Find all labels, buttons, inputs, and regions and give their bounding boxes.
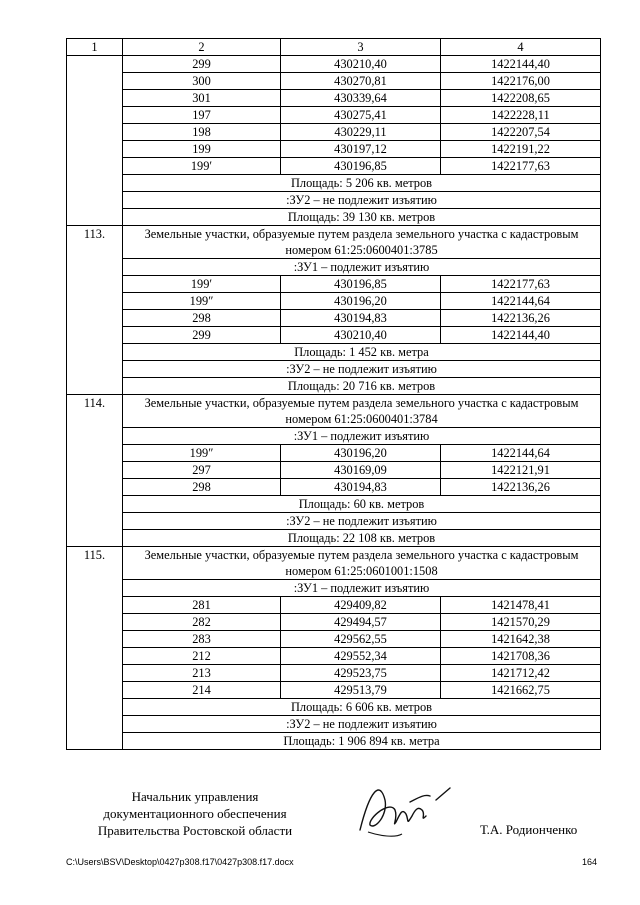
section-number	[67, 56, 123, 226]
point-number: 297	[123, 462, 281, 479]
table-row	[67, 733, 601, 750]
point-number: 281	[123, 597, 281, 614]
section-header-row	[67, 226, 601, 259]
coordinate-y: 1422121,91	[441, 462, 601, 479]
table-row	[67, 327, 601, 344]
section-header-row	[67, 547, 601, 580]
area-row: Площадь: 39 130 кв. метров	[123, 209, 601, 226]
coordinate-x: 430196,85	[281, 158, 441, 175]
table-row	[67, 631, 601, 648]
section-description: Земельные участки, образуемые путем раздела земельного участка с кадастровым номером 61:25:0600401:3785	[123, 226, 601, 259]
zu1-row: :ЗУ1 – подлежит изъятию	[123, 580, 601, 597]
file-path: C:\Users\BSV\Desktop\0427p308.f17\0427p308.f17.docx	[66, 857, 294, 867]
zu2-row: :ЗУ2 – не подлежит изъятию	[123, 513, 601, 530]
section-description: Земельные участки, образуемые путем раздела земельного участка с кадастровым номером 61:25:0601001:1508	[123, 547, 601, 580]
point-number: 199	[123, 141, 281, 158]
coordinate-y: 1422177,63	[441, 158, 601, 175]
coordinate-x: 430194,83	[281, 479, 441, 496]
table-row	[67, 665, 601, 682]
point-number: 199′	[123, 276, 281, 293]
header-col-2: 2	[123, 39, 281, 56]
coordinate-y: 1422176,00	[441, 73, 601, 90]
coordinate-y: 1421712,42	[441, 665, 601, 682]
coordinate-y: 1422177,63	[441, 276, 601, 293]
table-row	[67, 361, 601, 378]
coordinate-y: 1422228,11	[441, 107, 601, 124]
zu2-row: :ЗУ2 – не подлежит изъятию	[123, 716, 601, 733]
coordinate-x: 429523,75	[281, 665, 441, 682]
coordinate-x: 430210,40	[281, 327, 441, 344]
table-row	[67, 56, 601, 73]
point-number: 299	[123, 327, 281, 344]
table-row	[67, 513, 601, 530]
table-row	[67, 580, 601, 597]
table-row	[67, 90, 601, 107]
table-row	[67, 141, 601, 158]
point-number: 198	[123, 124, 281, 141]
coordinate-y: 1422136,26	[441, 479, 601, 496]
coordinate-x: 430275,41	[281, 107, 441, 124]
table-row	[67, 682, 601, 699]
area-row: Площадь: 5 206 кв. метров	[123, 175, 601, 192]
zu2-row: :ЗУ2 – не подлежит изъятию	[123, 192, 601, 209]
handwritten-signature	[340, 770, 460, 850]
coordinate-x: 430197,12	[281, 141, 441, 158]
coordinate-y: 1422136,26	[441, 310, 601, 327]
area-row: Площадь: 6 606 кв. метров	[123, 699, 601, 716]
table-row	[67, 462, 601, 479]
section-number: 114.	[67, 395, 123, 547]
table-row	[67, 445, 601, 462]
coordinate-y: 1422144,40	[441, 56, 601, 73]
coordinate-y: 1422191,22	[441, 141, 601, 158]
area-row: Площадь: 22 108 кв. метров	[123, 530, 601, 547]
table-row	[67, 124, 601, 141]
table-row	[67, 428, 601, 445]
coordinate-y: 1422144,40	[441, 327, 601, 344]
signature-title-line: Начальник управления	[131, 789, 259, 804]
section-description: Земельные участки, образуемые путем раздела земельного участка с кадастровым номером 61:25:0600401:3784	[123, 395, 601, 428]
coordinate-y: 1421478,41	[441, 597, 601, 614]
table-row	[67, 175, 601, 192]
point-number: 199″	[123, 293, 281, 310]
coordinate-x: 429552,34	[281, 648, 441, 665]
table-row	[67, 378, 601, 395]
table-row	[67, 209, 601, 226]
coordinates-table	[66, 38, 601, 750]
point-number: 213	[123, 665, 281, 682]
signature-title-line: Правительства Ростовской области	[97, 823, 293, 838]
coordinate-y: 1422208,65	[441, 90, 601, 107]
point-number: 300	[123, 73, 281, 90]
coordinate-x: 430169,09	[281, 462, 441, 479]
section-header-row	[67, 395, 601, 428]
area-row: Площадь: 60 кв. метров	[123, 496, 601, 513]
coordinate-x: 430210,40	[281, 56, 441, 73]
table-row	[67, 699, 601, 716]
table-row	[67, 597, 601, 614]
coordinate-x: 430229,11	[281, 124, 441, 141]
coordinate-x: 430339,64	[281, 90, 441, 107]
coordinate-y: 1421708,36	[441, 648, 601, 665]
table-row	[67, 648, 601, 665]
coordinate-y: 1421570,29	[441, 614, 601, 631]
point-number: 199″	[123, 445, 281, 462]
header-col-3: 3	[281, 39, 441, 56]
table-row	[67, 344, 601, 361]
table-row	[67, 716, 601, 733]
area-row: Площадь: 1 906 894 кв. метра	[123, 733, 601, 750]
table-row	[67, 73, 601, 90]
coordinate-y: 1422207,54	[441, 124, 601, 141]
point-number: 199′	[123, 158, 281, 175]
table-row	[67, 276, 601, 293]
point-number: 301	[123, 90, 281, 107]
table-row	[67, 192, 601, 209]
zu1-row: :ЗУ1 – подлежит изъятию	[123, 259, 601, 276]
table-row	[67, 530, 601, 547]
signature-title-line: документационного обеспечения	[103, 806, 287, 821]
page-number: 164	[582, 857, 598, 867]
signature-title	[60, 788, 330, 839]
table-body	[67, 39, 601, 750]
table-row	[67, 496, 601, 513]
coordinate-x: 430270,81	[281, 73, 441, 90]
coordinate-x: 429409,82	[281, 597, 441, 614]
zu2-row: :ЗУ2 – не подлежит изъятию	[123, 361, 601, 378]
table-row	[67, 107, 601, 124]
section-number: 115.	[67, 547, 123, 750]
table-row	[67, 158, 601, 175]
table-row	[67, 293, 601, 310]
point-number: 298	[123, 310, 281, 327]
header-row	[67, 39, 601, 56]
area-row: Площадь: 20 716 кв. метров	[123, 378, 601, 395]
table-row	[67, 479, 601, 496]
point-number: 282	[123, 614, 281, 631]
coordinate-x: 429494,57	[281, 614, 441, 631]
point-number: 212	[123, 648, 281, 665]
header-col-1: 1	[67, 39, 123, 56]
coordinate-y: 1421662,75	[441, 682, 601, 699]
point-number: 299	[123, 56, 281, 73]
table-row	[67, 310, 601, 327]
coordinate-x: 430196,85	[281, 276, 441, 293]
coordinate-y: 1422144,64	[441, 293, 601, 310]
signer-name: Т.А. Родионченко	[480, 822, 578, 837]
table-row	[67, 259, 601, 276]
zu1-row: :ЗУ1 – подлежит изъятию	[123, 428, 601, 445]
point-number: 298	[123, 479, 281, 496]
header-col-4: 4	[441, 39, 601, 56]
point-number: 283	[123, 631, 281, 648]
coordinate-y: 1421642,38	[441, 631, 601, 648]
coordinate-x: 430196,20	[281, 445, 441, 462]
point-number: 214	[123, 682, 281, 699]
section-number: 113.	[67, 226, 123, 395]
area-row: Площадь: 1 452 кв. метра	[123, 344, 601, 361]
table-row	[67, 614, 601, 631]
coordinate-x: 429513,79	[281, 682, 441, 699]
coordinate-y: 1422144,64	[441, 445, 601, 462]
coordinate-x: 430194,83	[281, 310, 441, 327]
point-number: 197	[123, 107, 281, 124]
coordinate-x: 429562,55	[281, 631, 441, 648]
coordinate-x: 430196,20	[281, 293, 441, 310]
